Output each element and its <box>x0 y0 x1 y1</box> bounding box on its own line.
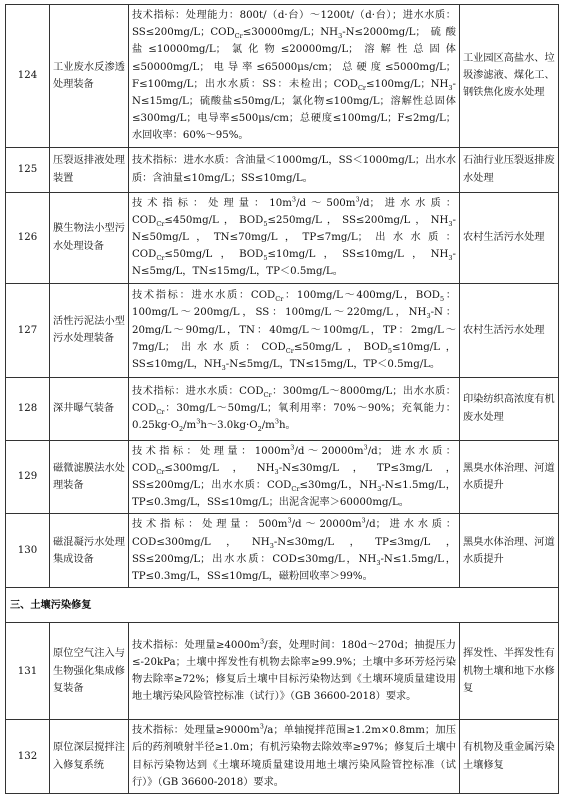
row-number: 126 <box>6 192 50 283</box>
equipment-table <box>5 4 559 794</box>
equipment-name: 膜生物法小型污水处理设备 <box>50 192 129 283</box>
table-row <box>6 623 559 720</box>
row-number: 131 <box>6 623 50 720</box>
application-scope: 石油行业压裂返排废水处理 <box>460 147 559 192</box>
table-row <box>6 192 559 283</box>
equipment-name: 活性污泥法小型污水处理装备 <box>50 283 129 377</box>
application-scope: 农村生活污水处理 <box>460 192 559 283</box>
table-row <box>6 283 559 377</box>
row-number: 130 <box>6 514 50 588</box>
equipment-name: 原位深层搅拌注入修复系统 <box>50 720 129 794</box>
table-body <box>6 5 559 794</box>
application-scope: 黑臭水体治理、河道水质提升 <box>460 440 559 514</box>
application-scope: 印染纺织高浓度有机废水处理 <box>460 377 559 440</box>
technical-spec: 技术指标：处理能力：800t/（d·台）～1200t/（d·台）；进水水质：SS≤200mg/L；$COD_{Cr}\le 30000mg/L$；$NH_3-N\le 2000mg/L$；硫酸盐≤10000mg/L；氯化物≤20000mg/L；溶解性总固体≤50000mg/L；电导率≤65000μs/cm；总硬度≤5000mg/L；F≤100mg/L；出水水质：SS：未检出；$COD_{Cr}\le 100mg/L$；$NH_3-N\le 15mg/L$；硫酸盐≤50mg/L；氯化物≤100mg/L；溶解性总固体≤300mg/L；电导率≤500μs/cm；总硬度≤100mg/L；F≤2mg/L；水回收率：60%～95%。 <box>129 5 460 148</box>
application-scope: 黑臭水体治理、河道水质提升 <box>460 514 559 588</box>
row-number: 125 <box>6 147 50 192</box>
table-row <box>6 5 559 148</box>
row-number: 127 <box>6 283 50 377</box>
technical-spec: 技术指标：进水水质：含油量＜1000mg/L，SS＜1000mg/L；出水水质：含油量≤10mg/L；SS≤10mg/L。 <box>129 147 460 192</box>
equipment-name: 磁微滤膜法水处理装备 <box>50 440 129 514</box>
row-number: 128 <box>6 377 50 440</box>
equipment-name: 磁混凝污水处理集成设备 <box>50 514 129 588</box>
technical-spec: 技术指标：处理量：$1000m^3/d\sim 20000m^3/d$；进水水质：$COD_{Cr}\le 300mg/L$，$NH_3-N\le 30mg/L$，TP≤3mg/L，SS≤200mg/L；出水水质：$COD_{Cr}\le 30mg/L$，$NH_3-N\le 1.5mg/L$，TP≤0.3mg/L，SS≤10mg/L；出泥含泥率＞60000mg/L。 <box>129 440 460 514</box>
application-scope: 工业园区高盐水、垃圾渗滤液、煤化工、钢铁焦化废水处理 <box>460 5 559 148</box>
application-scope: 有机物及重金属污染土壤修复 <box>460 720 559 794</box>
technical-spec: 技术指标：进水水质：$COD_{Cr}$：100mg/L～400mg/L，$BOD_5$：100mg/L～200mg/L，SS：100mg/L～220mg/L，$NH_3-N$：20mg/L～90mg/L，TN：40mg/L～100mg/L，TP：2mg/L～7mg/L；出水水质：$COD_{Cr}\le 50mg/L$，$BOD_5\le 10mg/L$，SS≤10mg/L，$NH_3-N\le 5mg/L$，TN≤15mg/L，TP＜0.5mg/L。 <box>129 283 460 377</box>
row-number: 132 <box>6 720 50 794</box>
section-row <box>6 588 559 623</box>
equipment-name: 深井曝气装备 <box>50 377 129 440</box>
technical-spec: 技术指标：处理量：$500m^3/d\sim 20000m^3/d$；进水水质：COD≤300mg/L，$NH_3-N\le 30mg/L$，TP≤3mg/L，SS≤200mg/L；出水水质：COD≤30mg/L，$NH_3-N\le 1.5mg/L$，TP≤0.3mg/L，SS≤10mg/L，磁粉回收率＞99%。 <box>129 514 460 588</box>
table-row <box>6 147 559 192</box>
row-number: 129 <box>6 440 50 514</box>
equipment-name: 工业废水反渗透处理装备 <box>50 5 129 148</box>
table-row <box>6 377 559 440</box>
application-scope: 农村生活污水处理 <box>460 283 559 377</box>
table-row <box>6 720 559 794</box>
application-scope: 挥发性、半挥发性有机物土壤和地下水修复 <box>460 623 559 720</box>
table-row <box>6 514 559 588</box>
section-heading: 三、土壤污染修复 <box>6 588 559 623</box>
equipment-name: 原位空气注入与生物强化集成修复装备 <box>50 623 129 720</box>
technical-spec: 技术指标：进水水质：$COD_{Cr}$：300mg/L～8000mg/L；出水水质：$COD_{Cr}$：30mg/L～50mg/L；氧利用率：70%～90%；充氧能力：$0.25kg\cdot O_2/m^3h\sim 3.0kg\cdot O_2/m^3h$。 <box>129 377 460 440</box>
technical-spec: 技术指标：处理量$\ge 4000m^3/$套，处理时间：180d～270d；抽提压力≤-20kPa；土壤中挥发性有机物去除率≥99.9%；土壤中多环芳烃污染物去除率≥72%；修复后土壤中目标污染物达到《土壤环境质量建设用地土壤污染风险管控标准（试行）》（GB 36600-2018）要求。 <box>129 623 460 720</box>
technical-spec: 技术指标：处理量$\ge 9000m^3/a$；单轴搅拌范围≥1.2m×0.8mm；加压后的药剂喷射半径≥1.0m；有机污染物去除效率≥97%；修复后土壤中目标污染物达到《土壤环境质量建设用地土壤污染风险管控标准（试行）》（GB 36600-2018）要求。 <box>129 720 460 794</box>
technical-spec: 技术指标：处理量：$10m^3/d\sim 500m^3/d$；进水水质：$COD_{Cr}\le 450mg/L$，$BOD_5\le 250mg/L$，SS≤200mg/L，$NH_3-N\le 50mg/L$，TN≤70mg/L，TP≤7mg/L；出水水质：$COD_{Cr}\le 50mg/L$，$BOD_5\le 10mg/L$，SS≤10mg/L，$NH_3-N\le 5mg/L$，TN≤15mg/L，TP＜0.5mg/L。 <box>129 192 460 283</box>
row-number: 124 <box>6 5 50 148</box>
equipment-name: 压裂返排液处理装置 <box>50 147 129 192</box>
table-row <box>6 440 559 514</box>
